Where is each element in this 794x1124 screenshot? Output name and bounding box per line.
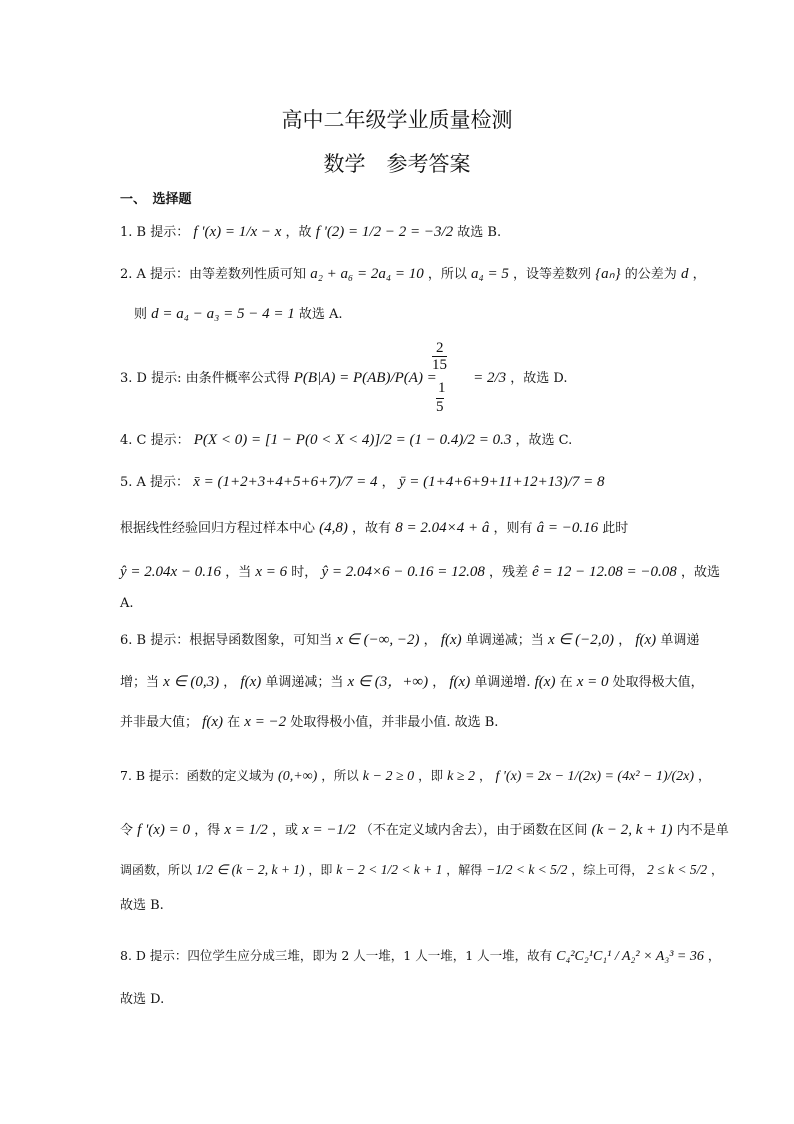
q8-text-1: 8. D 提示：四位学生应分成三堆，即为 2 人一堆，1 人一堆，1 人一堆，故有 (120, 948, 553, 963)
q4-line (120, 430, 572, 451)
q2-label: 2. A 提示：由等差数列性质可知 (120, 267, 307, 282)
q7-text-1: 7. B 提示：函数的定义域为 (120, 768, 275, 783)
q6-formula-5: x ∈ (0,3) (163, 674, 220, 690)
q7-formula-12: 2 ≤ k < 5/2 (647, 862, 708, 877)
q5-label: 5. A 提示： (120, 475, 190, 490)
q1-line (120, 222, 501, 243)
q7-formula-8: (k − 2, k + 1) (591, 822, 673, 838)
q6-text-4: ， (618, 633, 632, 648)
q6-formula-1: x ∈ (−∞, −2) (336, 632, 420, 648)
q6-text-1: 6. B 提示：根据导函数图象，可知当 (120, 633, 333, 648)
q4-formula: P(X < 0) = [1 − P(0 < X < 4)]/2 = (1 − 0.4)/2 = 0.3 (193, 432, 512, 448)
q5-line-1 (120, 472, 604, 493)
q5-text-4: ，则有 (493, 521, 533, 536)
q5-text-9: ，故选 (680, 565, 720, 580)
q6-text-3: 单调递减；当 (465, 633, 544, 648)
q6-formula-8: f(x) (449, 674, 471, 690)
page-title: 高中二年级学业质量检测 (281, 108, 513, 132)
q2-formula-2: a₄ = 5 (471, 266, 509, 282)
q6-formula-10: x = 0 (576, 674, 609, 690)
q8-line-1 (120, 946, 720, 967)
section-heading: 一、 选择题 (120, 192, 192, 207)
q6-formula-7: x ∈ (3，+∞) (347, 674, 429, 690)
q6-conclusion: 处取得极小值，并非最小值. 故选 B. (290, 715, 499, 730)
q5-line-2 (120, 518, 628, 539)
q6-text-6: 增；当 (120, 675, 160, 690)
q7-text-8: ，或 (271, 823, 298, 838)
q5-formula-center: (4,8) (319, 520, 348, 536)
q6-text-5: 单调递 (660, 633, 700, 648)
q1-conclusion: 故选 B. (457, 225, 502, 240)
q6-text-13: 并非最大值； (120, 715, 199, 730)
q3-label: 3. D 提示: 由条件概率公式得 (120, 371, 290, 386)
q2-line-1 (120, 264, 706, 285)
q7-text-9: （不在定义域内舍去），由于函数在区间 (359, 823, 588, 838)
q8-text-2: ， (707, 948, 721, 963)
q6-text-10: 单调递增. (474, 675, 531, 690)
q5-formula-residual: ê = 12 − 12.08 = −0.08 (532, 564, 677, 580)
q7-text-12: ，即 (308, 863, 333, 877)
q2-text-2: ，设等差数列 (513, 267, 592, 282)
q2-formula-4: d (680, 266, 689, 282)
q2-text-3: 的公差为 (624, 267, 677, 282)
q5-line-4: A. (120, 596, 134, 611)
q7-formula-7: x = −1/2 (302, 822, 356, 838)
q7-text-7: ，得 (194, 823, 221, 838)
q7-text-6: 令 (120, 823, 134, 838)
q3-formula-2: = 2/3 (473, 370, 507, 386)
q5-formula-x6: x = 6 (255, 564, 288, 580)
q7-text-13: ，解得 (446, 863, 483, 877)
q2-formula-5: d = a₄ − a₃ = 5 − 4 = 1 (151, 306, 295, 322)
page-subtitle: 数学 参考答案 (323, 152, 471, 176)
q4-conclusion: ，故选 C. (515, 433, 573, 448)
q7-formula-2: k − 2 ≥ 0 (362, 769, 415, 784)
q5-formula-ahat: â = −0.16 (536, 520, 599, 536)
q2-text-5: 则 (134, 307, 148, 322)
q3-denominator-top: 1 (438, 380, 446, 396)
q6-text-8: 单调递减；当 (265, 675, 344, 690)
q3-numerator-bottom: 15 (432, 357, 447, 373)
q7-text-2: ，所以 (321, 768, 359, 783)
q7-formula-11: −1/2 < k < 5/2 (486, 862, 568, 877)
q6-text-14: 在 (227, 715, 241, 730)
q6-formula-12: x = −2 (244, 714, 287, 730)
q7-formula-5: f '(x) = 0 (137, 822, 191, 838)
q7-formula-1: (0,+∞) (278, 769, 318, 784)
q7-line-1 (120, 766, 711, 787)
q5-line-3 (120, 562, 720, 583)
q5-formula-eq: 8 = 2.04×4 + â (395, 520, 490, 536)
q5-formula-xbar: x̄ = (1+2+3+4+5+6+7)/7 = 4 (193, 474, 378, 490)
q7-formula-6: x = 1/2 (224, 822, 268, 838)
q3-denominator-bottom: 5 (436, 399, 444, 415)
q6-text-11: 在 (559, 675, 573, 690)
q6-formula-9: f(x) (534, 674, 556, 690)
q7-formula-4: f '(x) = 2x − 1/(2x) = (4x² − 1)/(2x) (495, 769, 695, 784)
q2-text-1: ，所以 (427, 267, 467, 282)
q3-numerator-top: 2 (436, 340, 444, 356)
q6-line-2 (120, 672, 704, 693)
q6-formula-2: f(x) (440, 632, 462, 648)
q7-line-3 (120, 860, 723, 880)
q7-text-15: ， (710, 863, 723, 877)
q7-line-2 (120, 820, 729, 841)
q7-formula-10: k − 2 < 1/2 < k + 1 (336, 862, 443, 877)
q2-formula-1: a₂ + a₆ = 2a₄ = 10 (310, 266, 424, 282)
q6-line-3 (120, 712, 498, 733)
q6-formula-6: f(x) (240, 674, 262, 690)
q7-text-4: ， (479, 768, 492, 783)
q4-label: 4. C 提示： (120, 433, 190, 448)
q7-text-14: ，综上可得， (571, 863, 644, 877)
q7-text-3: ，即 (418, 768, 444, 783)
q7-formula-3: k ≥ 2 (447, 769, 476, 784)
q7-text-11: 调函数，所以 (120, 863, 193, 877)
q6-text-12: 处取得极大值， (612, 675, 704, 690)
q1-formula-value: f '(2) = 1/2 − 2 = −3/2 (315, 224, 454, 240)
q2-formula-3: {aₙ} (595, 266, 621, 282)
q5-formula-regression: ŷ = 2.04x − 0.16 (120, 564, 222, 580)
q5-text-1: ， (381, 475, 395, 490)
q5-text-7: 时， (291, 565, 318, 580)
q7-text-10: 内不是单 (676, 823, 729, 838)
q6-text-2: ， (423, 633, 437, 648)
q6-line-1 (120, 630, 699, 651)
q7-line-4: 故选 B. (120, 898, 164, 913)
q7-formula-9: 1/2 ∈ (k − 2, k + 1) (195, 862, 305, 877)
q3-conclusion: ，故选 D. (510, 371, 568, 386)
q7-text-5: ， (698, 768, 711, 783)
q2-conclusion: 故选 A. (298, 307, 343, 322)
q6-formula-4: f(x) (635, 632, 657, 648)
q5-text-2: 根据线性经验回归方程过样本中心 (120, 521, 316, 536)
q5-text-3: ，故有 (352, 521, 392, 536)
q3-formula-1: P(B|A) = P(AB)/P(A) = (293, 370, 437, 386)
q8-line-2: 故选 D. (120, 992, 165, 1007)
q6-text-9: ， (432, 675, 446, 690)
q8-formula: C₄²C₂¹C₁¹ / A₂² × A₃³ = 36 (556, 949, 704, 964)
q5-text-6: ，当 (225, 565, 252, 580)
q1-label: 1. B 提示： (120, 225, 190, 240)
q2-line-2 (134, 304, 343, 325)
q5-text-8: ，残差 (488, 565, 528, 580)
q5-text-5: 此时 (602, 521, 629, 536)
q6-formula-3: x ∈ (−2,0) (547, 632, 615, 648)
q6-formula-11: f(x) (202, 714, 223, 730)
q3-line (120, 368, 568, 389)
q5-formula-ybar: ȳ = (1+4+6+9+11+12+13)/7 = 8 (398, 474, 605, 490)
q1-formula-derivative: f '(x) = 1/x − x (193, 224, 282, 240)
q2-text-4: ， (692, 267, 706, 282)
q1-text: ，故 (285, 225, 312, 240)
q5-formula-yhat: ŷ = 2.04×6 − 0.16 = 12.08 (321, 564, 485, 580)
q6-text-7: ， (223, 675, 237, 690)
